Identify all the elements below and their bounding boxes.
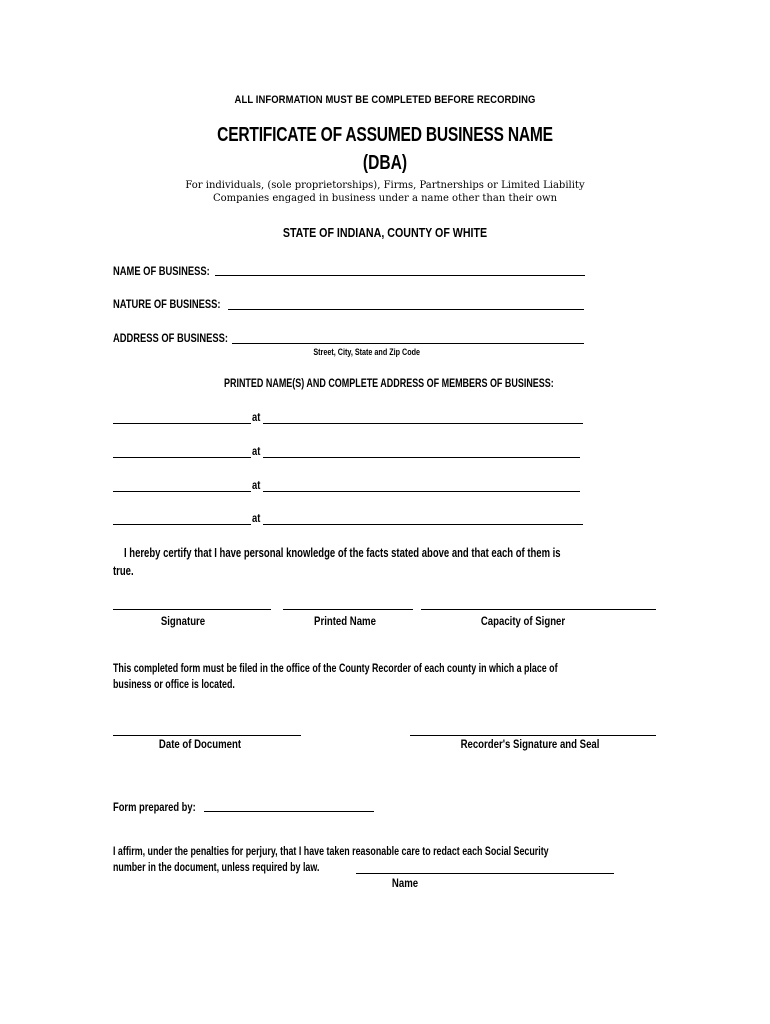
date-of-document-label: Date of Document	[158, 737, 242, 751]
recorder-signature-field[interactable]	[410, 735, 656, 736]
affirmation-line-1: I affirm, under the penalties for perjury, that I have taken reasonable care to redact each Social Security	[113, 844, 549, 858]
recorder-signature-label: Recorder's Signature and Seal	[460, 737, 600, 751]
address-of-business-label: ADDRESS OF BUSINESS:	[113, 331, 228, 345]
signature-field[interactable]	[113, 609, 271, 610]
document-title: CERTIFICATE OF ASSUMED BUSINESS NAME	[217, 124, 553, 146]
subtitle-line-2: Companies engaged in business under a name other than their own	[212, 193, 558, 204]
members-heading: PRINTED NAME(S) AND COMPLETE ADDRESS OF MEMBERS OF BUSINESS:	[224, 378, 554, 390]
form-prepared-by-label: Form prepared by:	[113, 800, 196, 814]
member-address-field[interactable]	[263, 457, 580, 458]
state-county-heading: STATE OF INDIANA, COUNTY OF WHITE	[282, 225, 488, 240]
member-address-field[interactable]	[263, 524, 583, 525]
nature-of-business-field[interactable]	[228, 309, 584, 310]
at-label: at	[252, 444, 261, 458]
filing-instruction-line-1: This completed form must be filed in the office of the County Recorder of each county in which a place of	[113, 661, 558, 675]
capacity-field[interactable]	[421, 609, 656, 610]
certification-statement-cont: true.	[113, 564, 134, 578]
member-address-field[interactable]	[263, 491, 580, 492]
document-title-dba: (DBA)	[362, 152, 408, 174]
signature-label: Signature	[160, 614, 206, 628]
member-name-field[interactable]	[113, 457, 251, 458]
subtitle-line-1: For individuals, (sole proprietorships), Firms, Partnerships or Limited Liability	[185, 180, 585, 191]
certification-statement: I hereby certify that I have personal knowledge of the facts stated above and that each of them is	[124, 546, 561, 560]
affirmation-name-label: Name	[391, 876, 419, 890]
date-of-document-field[interactable]	[113, 735, 301, 736]
member-name-field[interactable]	[113, 423, 251, 424]
name-of-business-field[interactable]	[215, 275, 585, 276]
member-address-field[interactable]	[263, 423, 583, 424]
printed-name-label: Printed Name	[314, 614, 376, 628]
form-prepared-by-field[interactable]	[204, 811, 374, 812]
affirmation-name-field[interactable]	[356, 873, 614, 874]
filing-instruction-line-2: business or office is located.	[113, 677, 235, 691]
address-of-business-field[interactable]	[232, 343, 584, 344]
at-label: at	[252, 478, 261, 492]
at-label: at	[252, 511, 261, 525]
address-hint: Street, City, State and Zip Code	[313, 347, 421, 357]
at-label: at	[252, 410, 261, 424]
nature-of-business-label: NATURE OF BUSINESS:	[113, 297, 221, 311]
member-name-field[interactable]	[113, 524, 251, 525]
member-name-field[interactable]	[113, 491, 251, 492]
name-of-business-label: NAME OF BUSINESS:	[113, 264, 210, 278]
recording-notice: ALL INFORMATION MUST BE COMPLETED BEFORE RECORDING	[234, 94, 536, 106]
affirmation-line-2: number in the document, unless required by law.	[113, 860, 320, 874]
printed-name-field[interactable]	[283, 609, 413, 610]
capacity-label: Capacity of Signer	[480, 614, 566, 628]
